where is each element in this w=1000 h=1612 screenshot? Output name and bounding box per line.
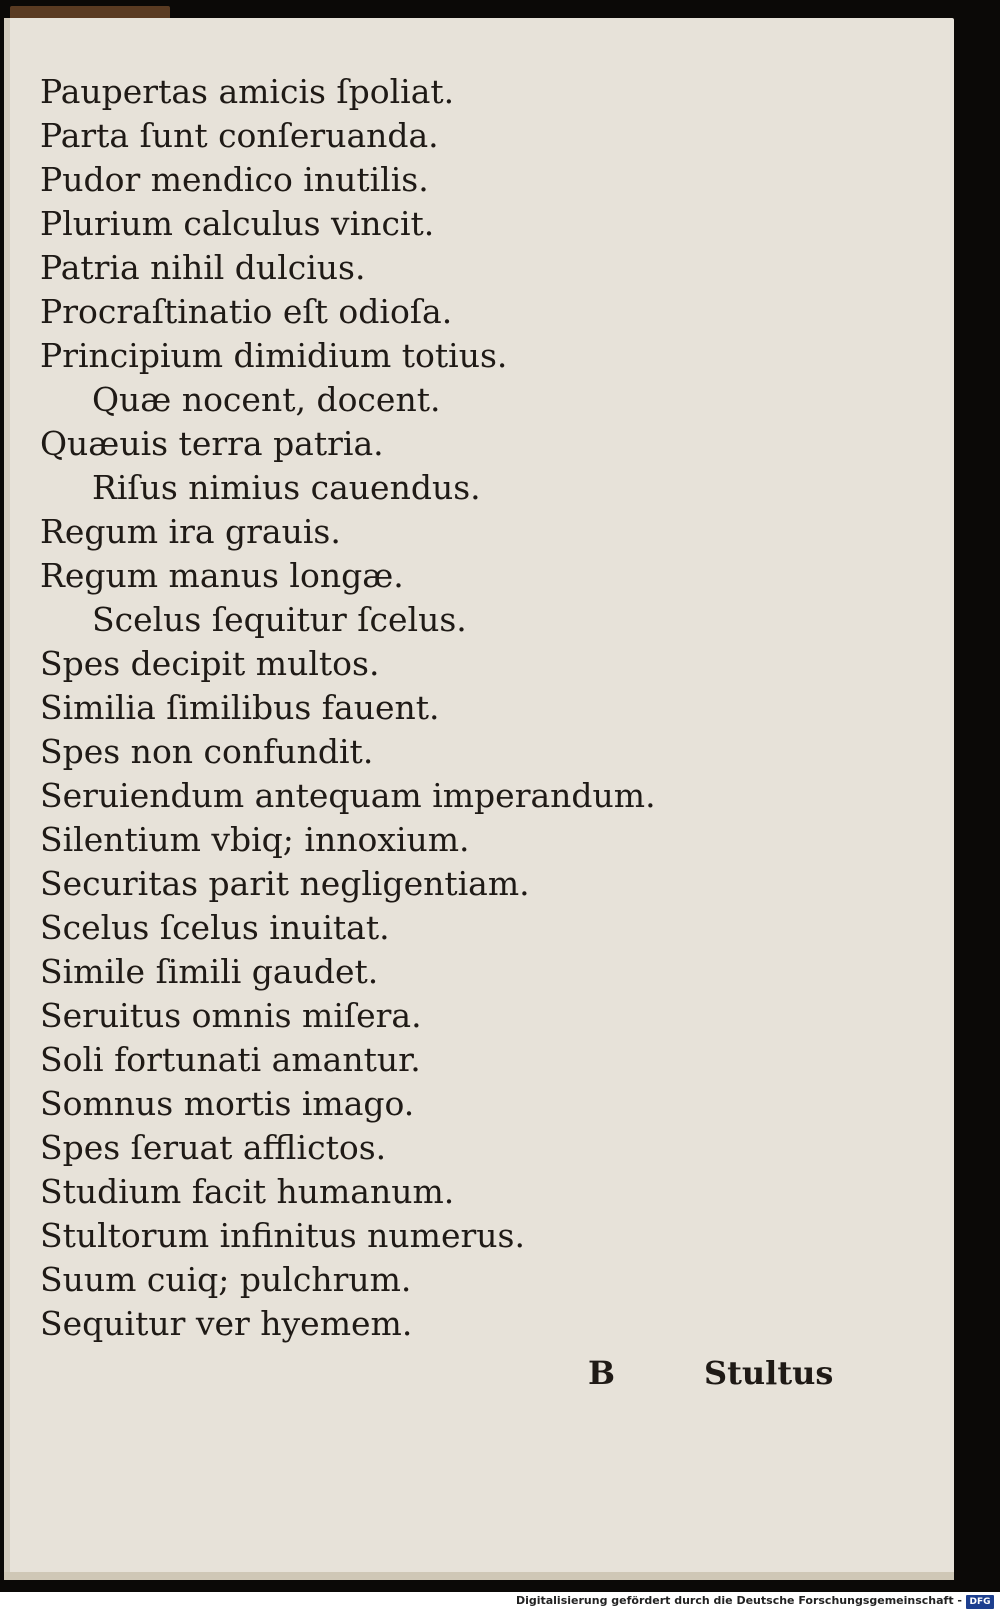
proverb-line: Sequitur ver hyemem. xyxy=(40,1304,413,1343)
proverb-list xyxy=(4,70,954,1346)
proverb-line: Pudor mendico inutilis. xyxy=(40,160,429,199)
proverb-line: Riſus nimius cauendus. xyxy=(92,468,481,507)
credit-text: Digitalisierung gefördert durch die Deutsche Forschungsgemeinschaft - xyxy=(515,1594,962,1607)
proverb-line: Seruitus omnis miſera. xyxy=(40,996,422,1035)
proverb-line: Seruiendum antequam imperandum. xyxy=(40,776,656,815)
proverb-line: Spes ſeruat afflictos. xyxy=(40,1128,387,1167)
proverb-line: Spes non confundit. xyxy=(40,732,374,771)
proverb-line: Paupertas amicis ſpoliat. xyxy=(40,72,455,111)
proverb-line: Regum ira grauis. xyxy=(40,512,341,551)
proverb-line: Suum cuiq; pulchrum. xyxy=(40,1260,412,1299)
proverb-line: Simile ſimili gaudet. xyxy=(40,952,379,991)
proverb-line: Studium facit humanum. xyxy=(40,1172,455,1211)
proverb-line: Parta ſunt conſeruanda. xyxy=(40,116,439,155)
proverb-line: Procraſtinatio eſt odioſa. xyxy=(40,292,453,331)
credit-bar xyxy=(0,1592,1000,1612)
signature-mark: B xyxy=(588,1354,616,1392)
proverb-line: Spes decipit multos. xyxy=(40,644,380,683)
catchword: Stultus xyxy=(704,1354,834,1392)
proverb-line: Somnus mortis imago. xyxy=(40,1084,415,1123)
proverb-line: Principium dimidium totius. xyxy=(40,336,508,375)
page-bottom-edge xyxy=(4,1572,954,1580)
proverb-line: Silentium vbiq; innoxium. xyxy=(40,820,470,859)
proverb-line: Patria nihil dulcius. xyxy=(40,248,366,287)
book-page xyxy=(4,18,954,1580)
proverb-line: Securitas parit negligentiam. xyxy=(40,864,530,903)
proverb-line: Similia ſimilibus fauent. xyxy=(40,688,440,727)
proverb-line: Regum manus longæ. xyxy=(40,556,404,595)
proverb-line: Quæ nocent, docent. xyxy=(92,380,441,419)
page-footer xyxy=(4,1354,954,1402)
proverb-line: Scelus ſcelus inuitat. xyxy=(40,908,390,947)
proverb-line: Plurium calculus vincit. xyxy=(40,204,435,243)
proverb-line: Quæuis terra patria. xyxy=(40,424,384,463)
proverb-line: Scelus ſequitur ſcelus. xyxy=(92,600,467,639)
proverb-line: Soli fortunati amantur. xyxy=(40,1040,421,1079)
dfg-logo-icon: DFG xyxy=(966,1595,994,1609)
proverb-line: Stultorum infinitus numerus. xyxy=(40,1216,525,1255)
